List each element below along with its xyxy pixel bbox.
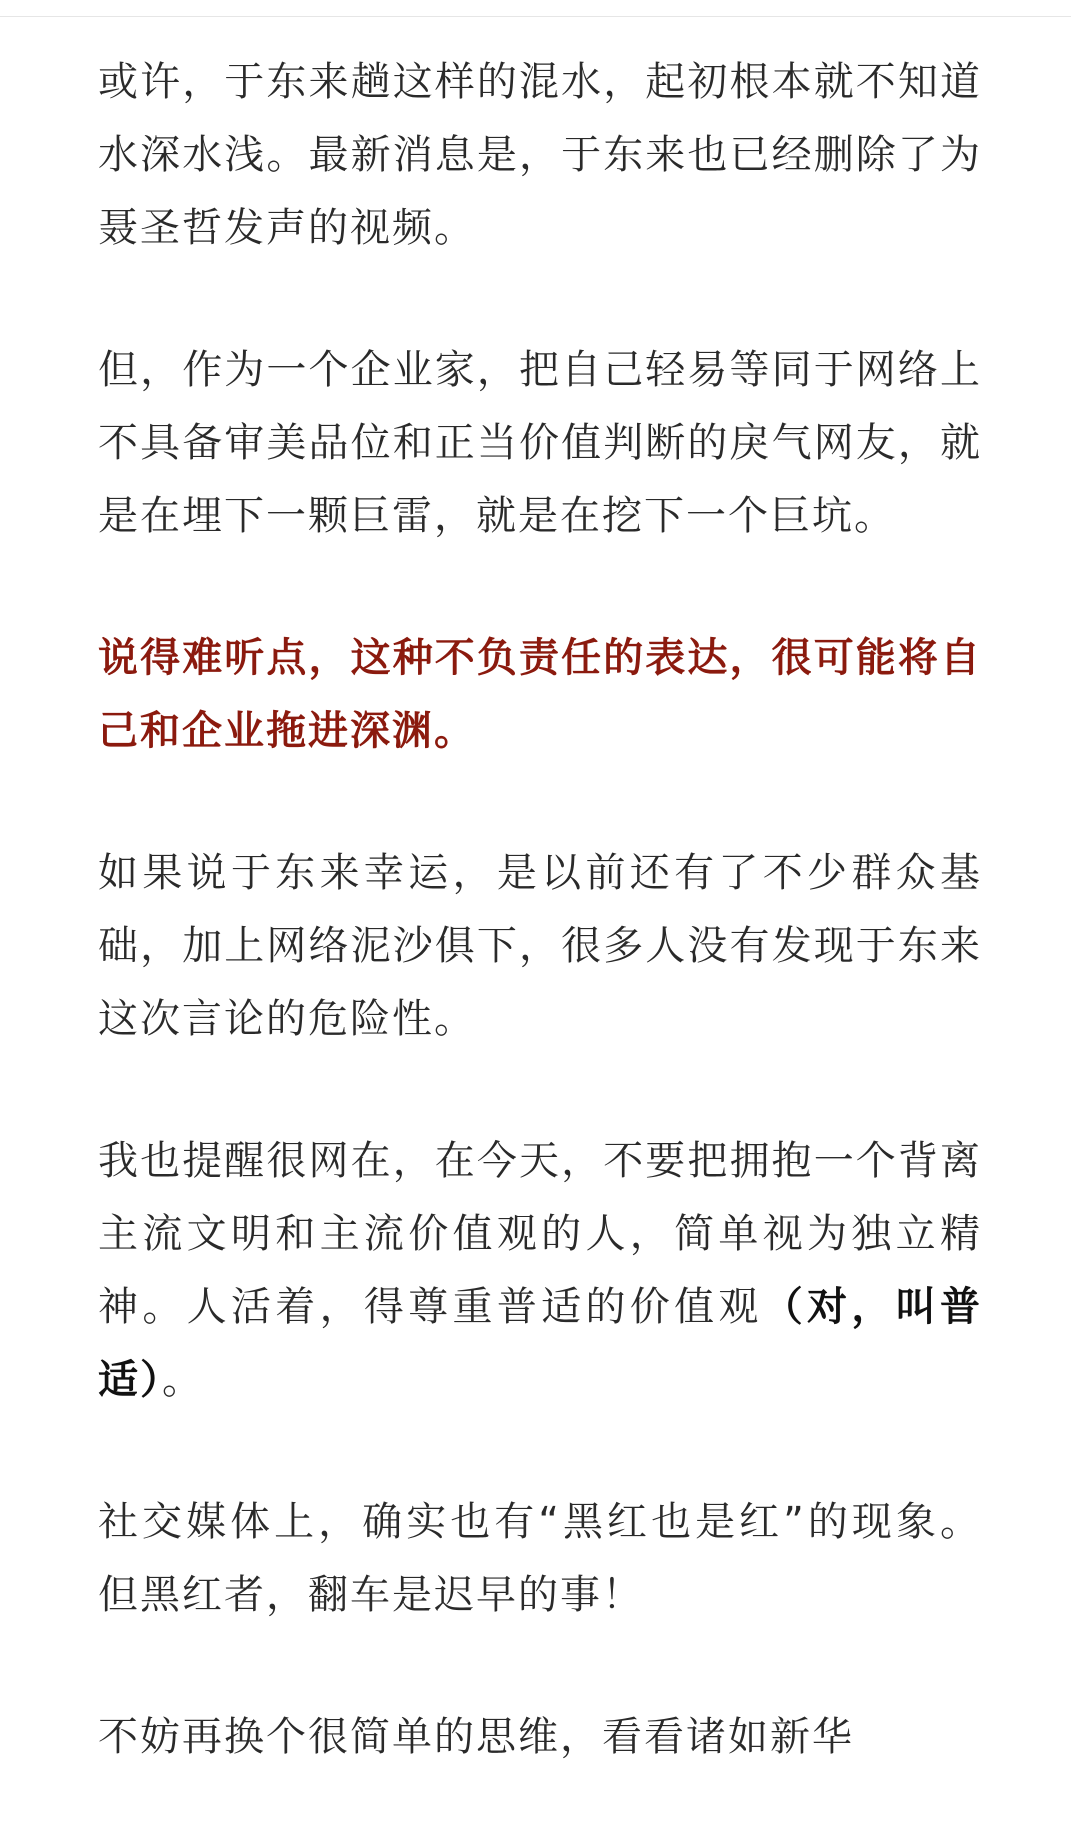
paragraph-5 [98, 1125, 982, 1417]
paragraph-5-bold: （对，叫普适） [98, 1284, 983, 1403]
paragraph-1: 或许，于东来趟这样的混水，起初根本就不知道水深水浅。最新消息是，于东来也已经删除了为聂圣哲发声的视频。 [98, 59, 982, 251]
paragraph-7-partial: 不妨再换个很简单的思维，看看诸如新华 [98, 1714, 854, 1760]
paragraph-4: 如果说于东来幸运，是以前还有了不少群众基础，加上网络泥沙俱下，很多人没有发现于东来这次言论的危险性。 [98, 850, 982, 1042]
article-body [98, 46, 982, 1843]
top-divider [0, 16, 1071, 17]
paragraph-2: 但，作为一个企业家，把自己轻易等同于网络上不具备审美品位和正当价值判断的戾气网友，就是在埋下一颗巨雷，就是在挖下一个巨坑。 [98, 347, 982, 539]
emphasis-paragraph: 说得难听点，这种不负责任的表达，很可能将自己和企业拖进深渊。 [98, 635, 982, 754]
paragraph-5-tail: 。 [162, 1357, 204, 1403]
paragraph-6: 社交媒体上，确实也有“黑红也是红”的现象。但黑红者，翻车是迟早的事！ [98, 1499, 982, 1618]
paragraph-5-text: 我也提醒很网在，在今天，不要把拥抱一个背离主流文明和主流价值观的人，简单视为独立精神。人活着，得尊重普适的价值观 [98, 1138, 982, 1330]
